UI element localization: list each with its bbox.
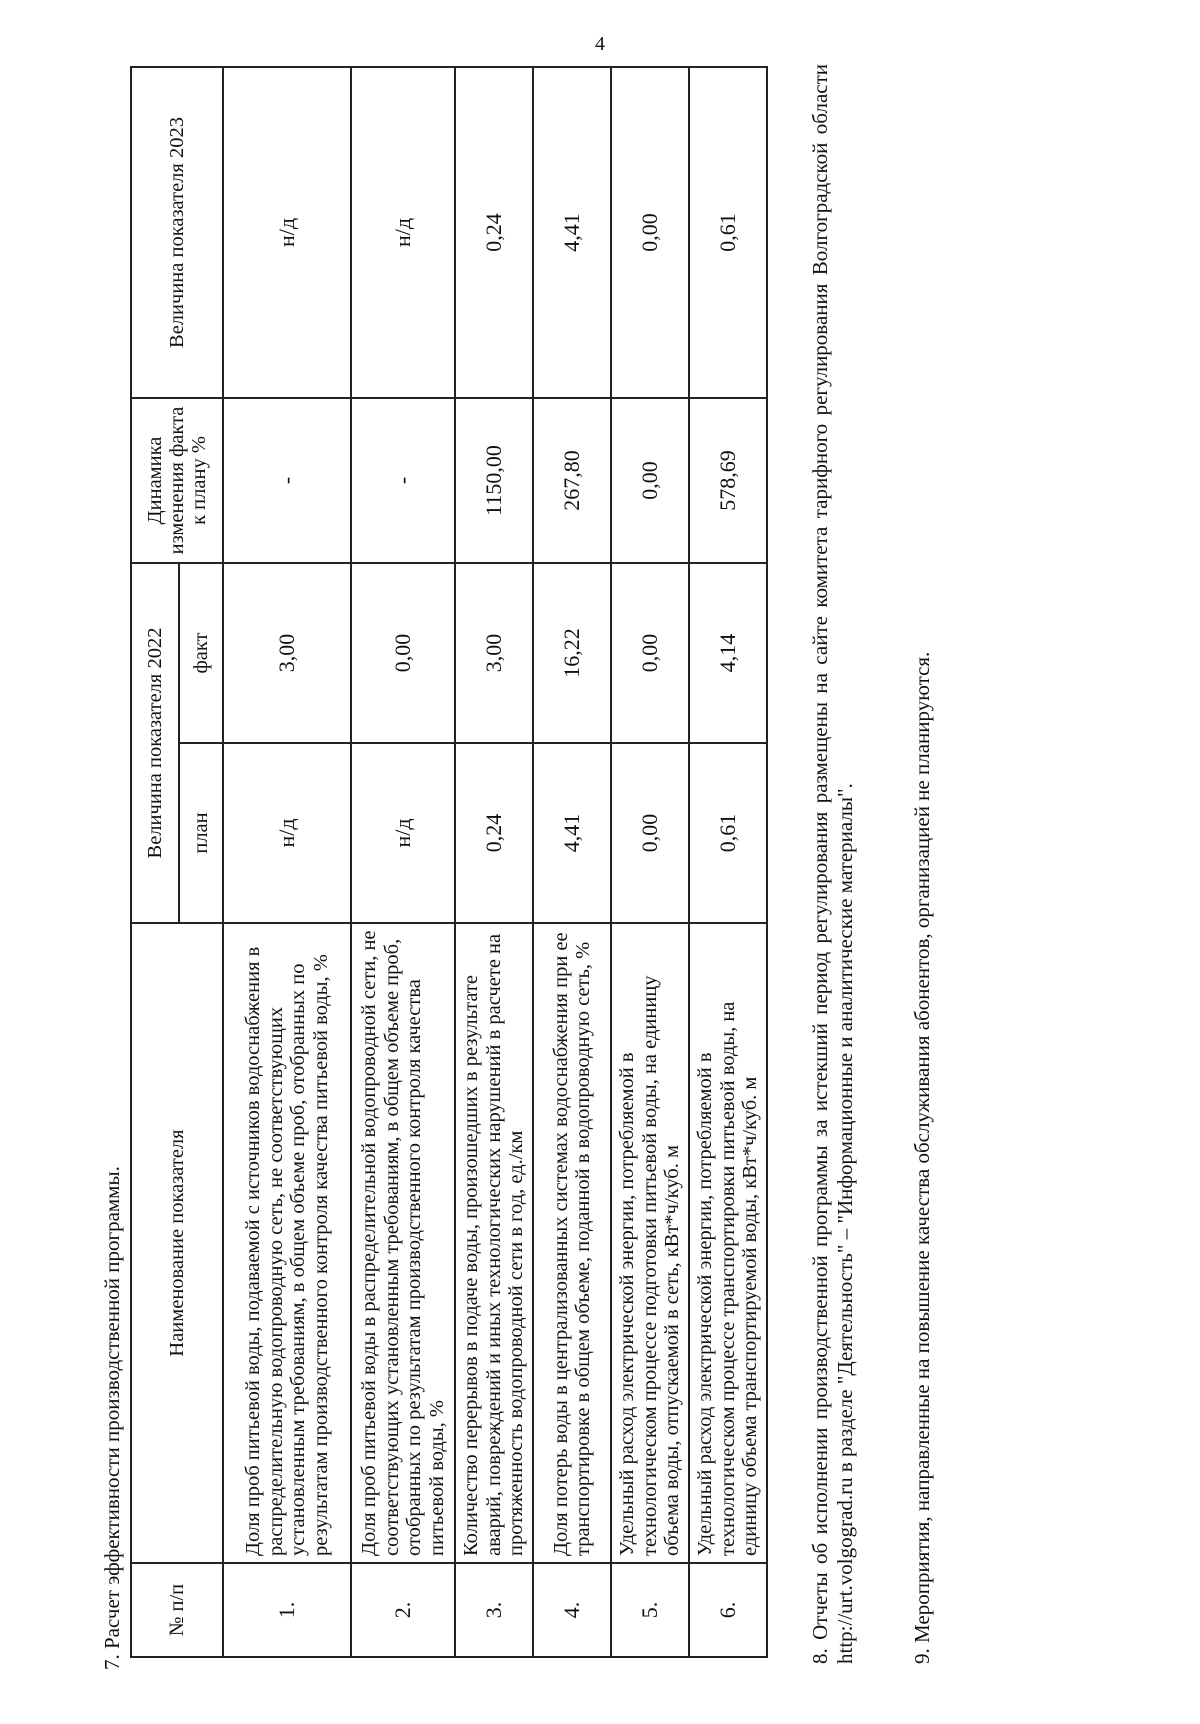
- row-num: 6.: [689, 1563, 767, 1657]
- row-plan: 4,41: [533, 743, 611, 923]
- row-value-2023: 0,24: [455, 67, 533, 398]
- row-name: Количество перерывов в подаче воды, произошедших в результате аварий, повреждений и иных технологических нарушений в расчете на протяженность водопроводной сети в год, ед./км: [455, 923, 533, 1563]
- row-fact: 16,22: [533, 563, 611, 743]
- row-dynamics: 267,80: [533, 398, 611, 563]
- row-value-2023: 4,41: [533, 67, 611, 398]
- table-row: [223, 67, 351, 1657]
- header-fact: факт: [179, 563, 223, 743]
- row-value-2023: н/д: [351, 67, 455, 398]
- table-row: [533, 67, 611, 1657]
- table-row: [689, 67, 767, 1657]
- row-name: Доля проб питьевой воды в распределительной водопроводной сети, не соответствующих установленным требованиям, в общем объеме проб, отобранных по результатам производственного контроля качества питьевой воды, %: [351, 923, 455, 1563]
- row-plan: н/д: [223, 743, 351, 923]
- row-dynamics: 1150,00: [455, 398, 533, 563]
- table-row: [351, 67, 455, 1657]
- header-num: № п/п: [131, 1563, 223, 1657]
- header-value-2022: Величина показателя 2022: [131, 563, 179, 923]
- row-plan: н/д: [351, 743, 455, 923]
- section-title: 7. Расчет эффективности производственной программы.: [100, 1166, 124, 1670]
- table-row: [455, 67, 533, 1657]
- page-number: 4: [595, 33, 605, 55]
- header-plan: план: [179, 743, 223, 923]
- row-value-2023: н/д: [223, 67, 351, 398]
- header-dynamics: Динамика изменения факта к плану %: [131, 398, 223, 563]
- row-fact: 4,14: [689, 563, 767, 743]
- row-value-2023: 0,61: [689, 67, 767, 398]
- table-row: [611, 67, 689, 1657]
- row-name: Удельный расход электрической энергии, потребляемой в технологическом процессе транспортировки питьевой воды, на единицу объема транспортируемой воды, кВт*ч/куб. м: [689, 923, 767, 1563]
- row-name: Доля потерь воды в централизованных системах водоснабжения при ее транспортировке в общем объеме, поданной в водопроводную сеть, %: [533, 923, 611, 1563]
- row-dynamics: -: [223, 398, 351, 563]
- row-name: Доля проб питьевой воды, подаваемой с источников водоснабжения в распределительную водопроводную сеть, не соответствующих установленным требованиям, в общем объеме проб, отобранных по результатам производственного контроля качества питьевой воды, %: [223, 923, 351, 1563]
- row-fact: 3,00: [223, 563, 351, 743]
- row-fact: 0,00: [351, 563, 455, 743]
- row-num: 5.: [611, 1563, 689, 1657]
- row-fact: 3,00: [455, 563, 533, 743]
- row-name: Удельный расход электрической энергии, потребляемой в технологическом процессе подготовки питьевой воды, на единицу объема воды, отпускаемой в сеть, кВт*ч/куб. м: [611, 923, 689, 1563]
- row-num: 4.: [533, 1563, 611, 1657]
- header-value-2023: Величина показателя 2023: [131, 67, 223, 398]
- row-plan: 0,00: [611, 743, 689, 923]
- row-dynamics: 578,69: [689, 398, 767, 563]
- row-num: 2.: [351, 1563, 455, 1657]
- row-dynamics: 0,00: [611, 398, 689, 563]
- row-fact: 0,00: [611, 563, 689, 743]
- rotated-content: [100, 30, 1100, 1670]
- header-name: Наименование показателя: [131, 923, 223, 1563]
- paragraph-measures: 9. Мероприятия, направленные на повышение качества обслуживания абонентов, организацией не планируются.: [910, 651, 934, 1664]
- row-dynamics: -: [351, 398, 455, 563]
- row-plan: 0,61: [689, 743, 767, 923]
- paragraph-reports: 8. Отчеты об исполнении производственной программы за истекший период регулирования размещены на сайте комитета тарифного регулирования Волгоградской области http://urt.volgograd.ru в разделе "Деятельность" – "Информационные и аналитические материалы".: [808, 64, 857, 1664]
- efficiency-table: [130, 66, 768, 1658]
- row-num: 3.: [455, 1563, 533, 1657]
- row-num: 1.: [223, 1563, 351, 1657]
- row-value-2023: 0,00: [611, 67, 689, 398]
- row-plan: 0,24: [455, 743, 533, 923]
